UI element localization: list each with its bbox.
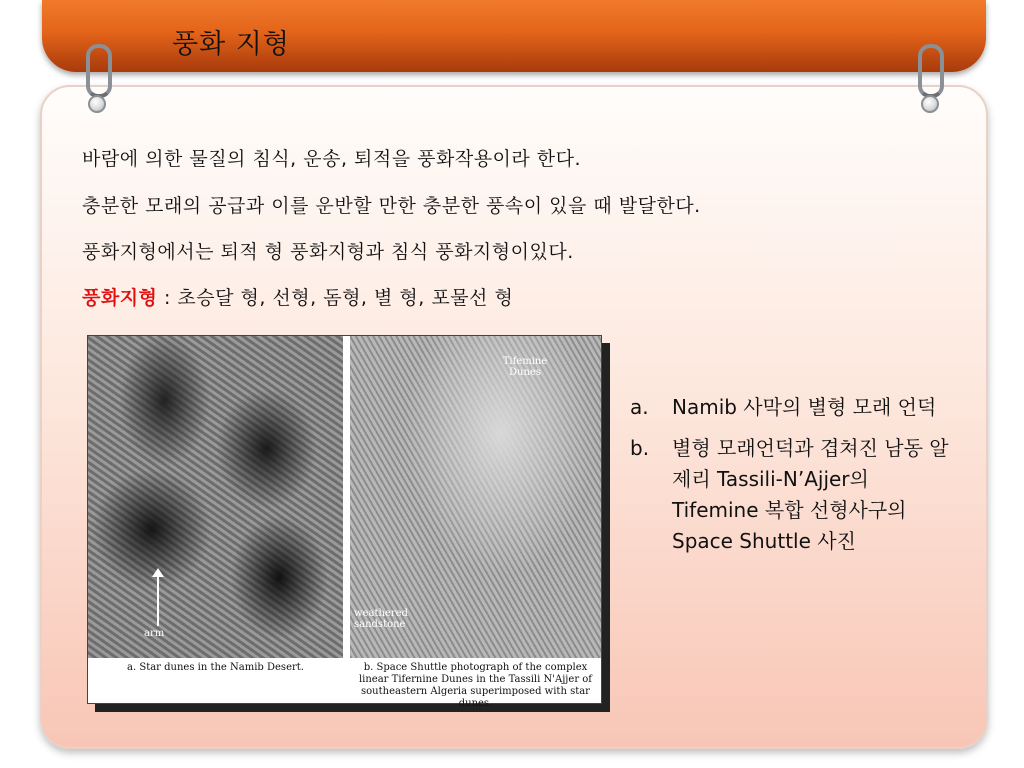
list-marker: a. bbox=[630, 395, 649, 419]
photo-b-label-top: Tifemine Dunes bbox=[502, 356, 548, 378]
tifemine-dunes-photo bbox=[350, 336, 601, 658]
caption-a: a. Star dunes in the Namib Desert. bbox=[127, 662, 304, 673]
photo-a-label: arm bbox=[144, 628, 165, 639]
list-item bbox=[630, 392, 960, 423]
binder-ring-hole-right bbox=[921, 95, 939, 113]
binder-ring-left bbox=[86, 44, 112, 98]
photo-b-label-bottom: weathered sandstone bbox=[354, 608, 408, 630]
figure-description-list bbox=[630, 392, 960, 567]
list-item-text: Namib 사막의 별형 모래 언덕 bbox=[672, 395, 937, 419]
caption-b: b. Space Shuttle photograph of the complex linear Tifernine Dunes in the Tassili N'Ajjer of southeastern Algeria superimposed with star dunes. bbox=[358, 662, 593, 709]
slide-title: 풍화 지형 bbox=[172, 29, 290, 60]
list-item bbox=[630, 433, 960, 557]
list-item-text: 별형 모래언덕과 겹쳐진 남동 알제리 Tassili-N’Ajjer의 Tifemine 복합 선형사구의 Space Shuttle 사진 bbox=[672, 436, 949, 553]
highlight-term: 풍화지형 bbox=[82, 287, 158, 309]
highlight-rest: : 초승달 형, 선형, 돔형, 별 형, 포물선 형 bbox=[157, 287, 514, 309]
list-marker: b. bbox=[630, 436, 650, 460]
star-dunes-photo bbox=[88, 336, 343, 658]
binder-ring-hole-left bbox=[88, 95, 106, 113]
binder-ring-right bbox=[918, 44, 944, 98]
text-line-4 bbox=[82, 283, 513, 310]
arm-arrow-icon bbox=[157, 576, 159, 626]
text-line-2: 충분한 모래의 공급과 이를 운반할 만한 충분한 풍속이 있을 때 발달한다. bbox=[82, 195, 701, 217]
dune-photo-figure bbox=[87, 335, 602, 709]
text-line-1: 바람에 의한 물질의 침식, 운송, 퇴적을 풍화작용이라 한다. bbox=[82, 148, 582, 170]
title-banner bbox=[42, 0, 986, 72]
text-line-3: 풍화지형에서는 퇴적 형 풍화지형과 침식 풍화지형이있다. bbox=[82, 241, 574, 263]
